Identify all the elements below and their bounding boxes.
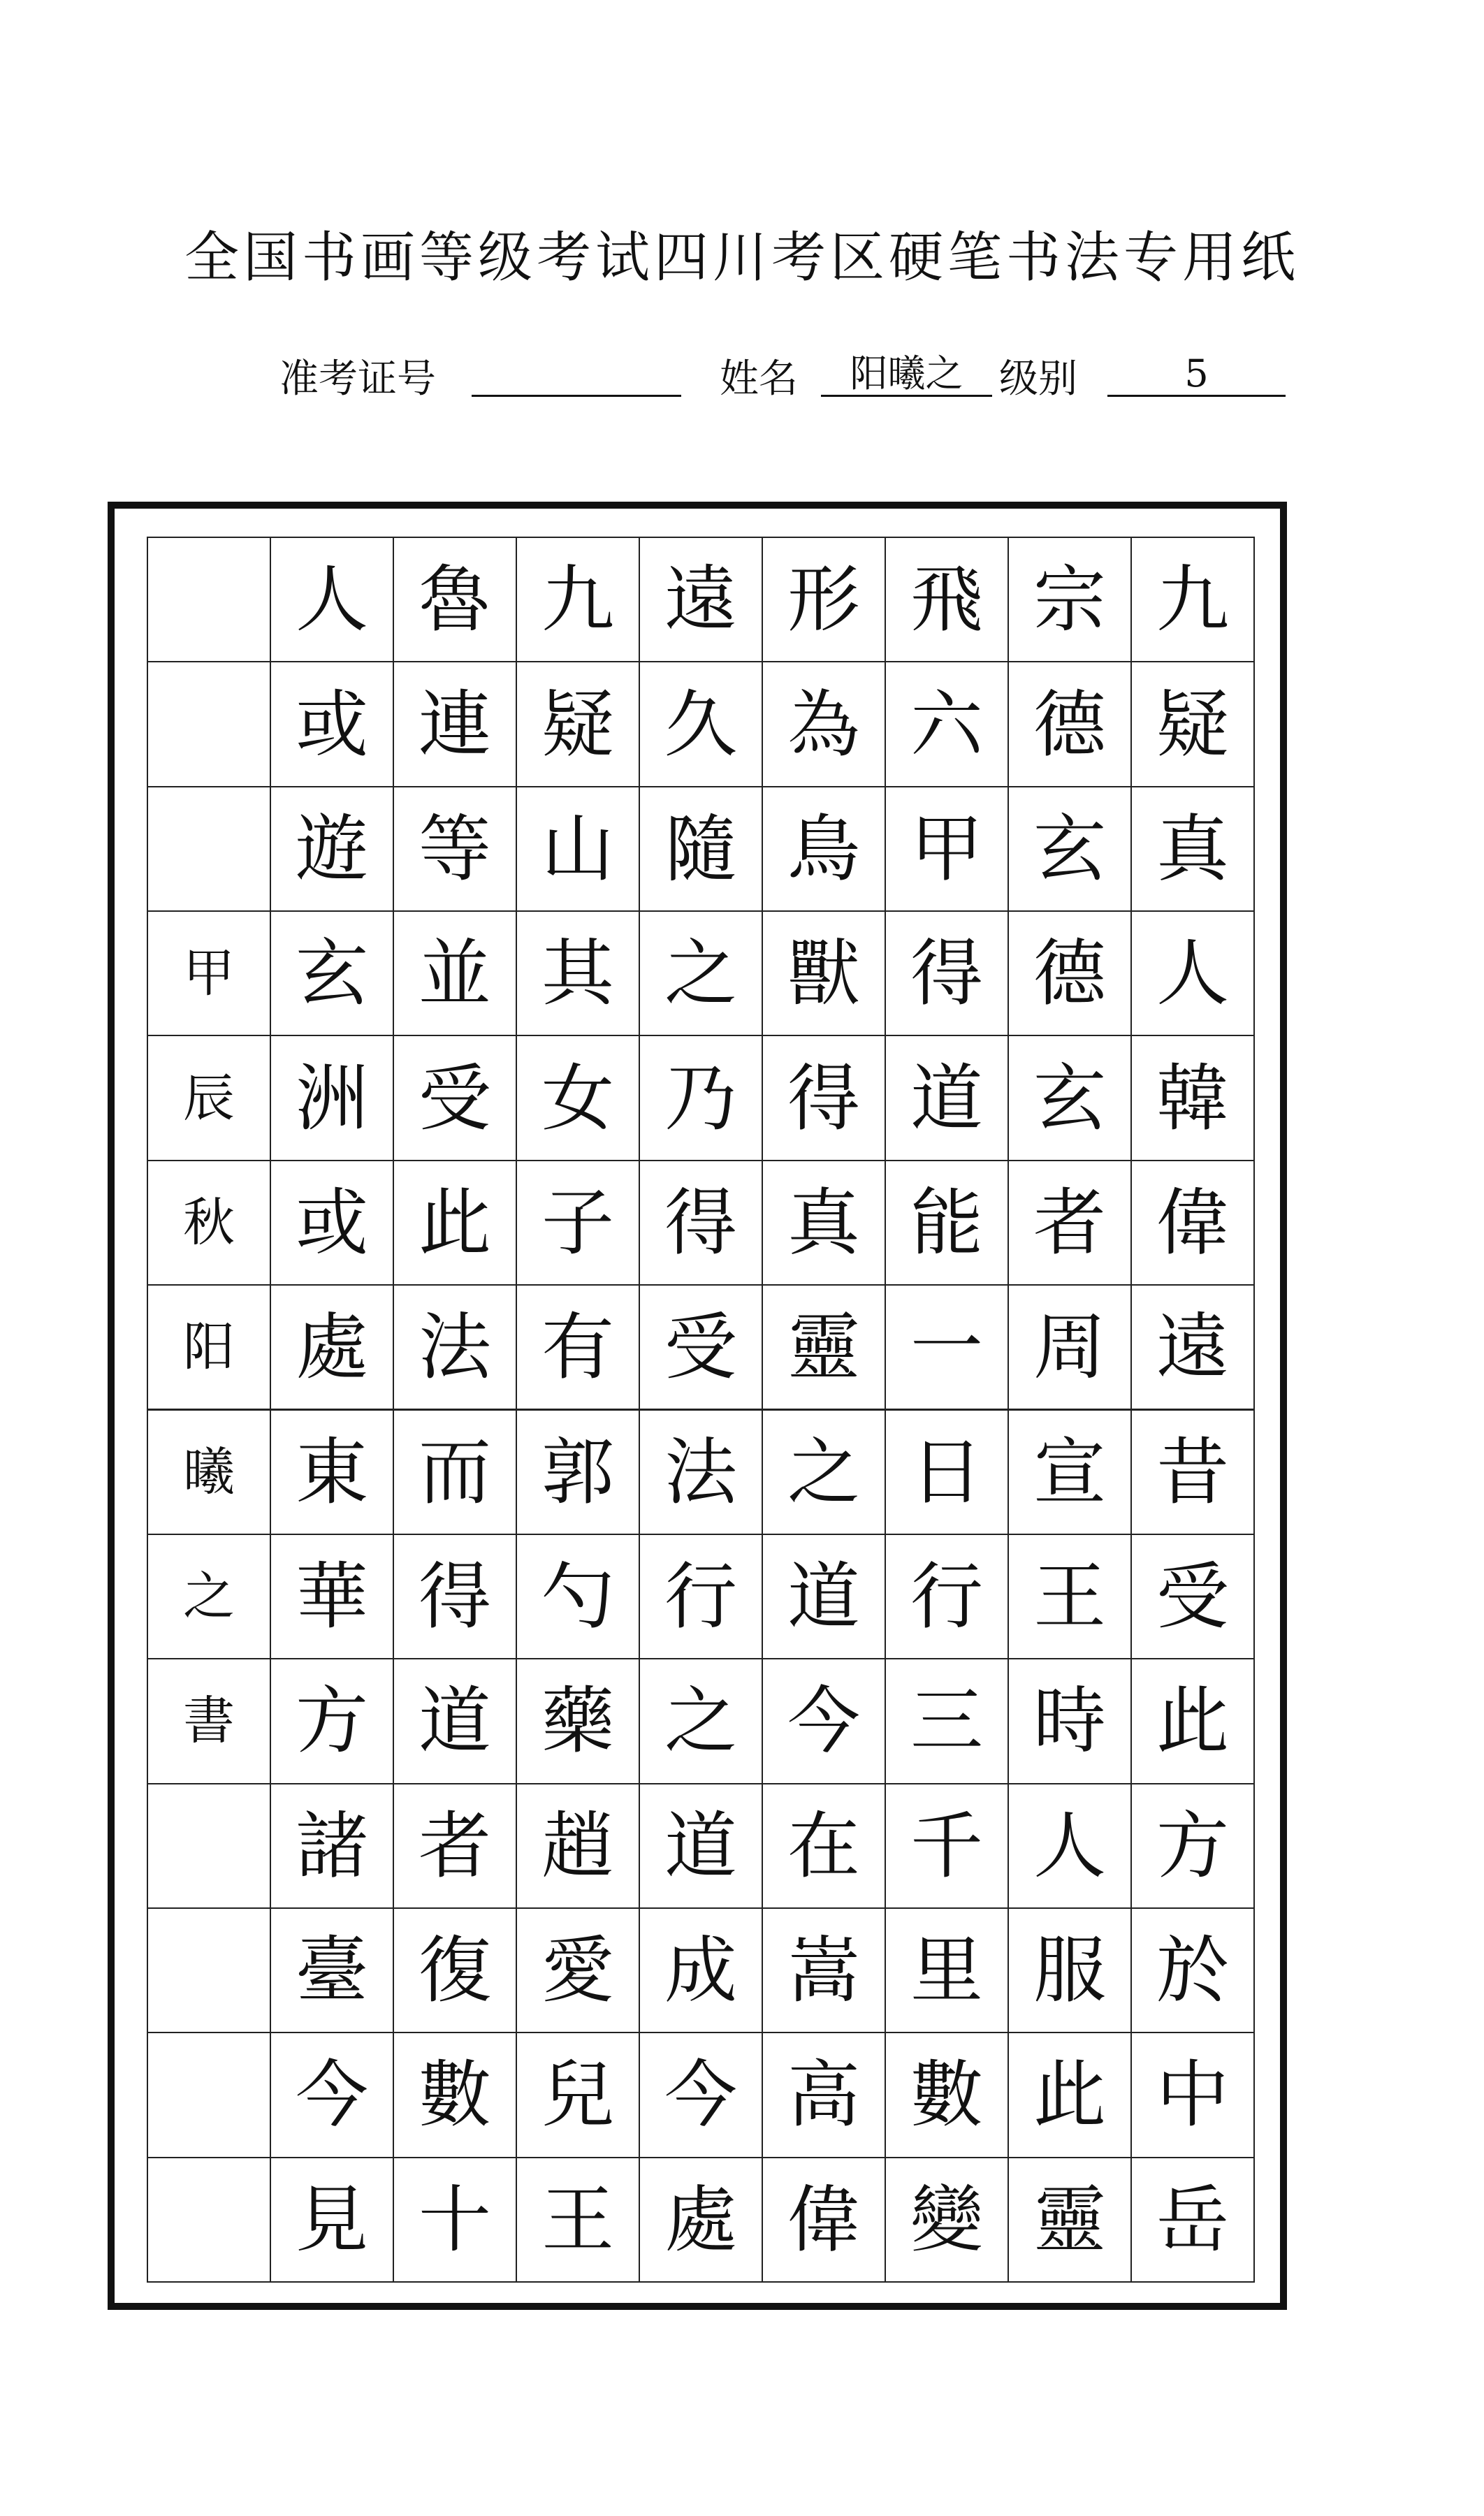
grid-character-cell: 王: [516, 2157, 640, 2283]
grid-character-cell: 宗: [1007, 537, 1132, 662]
grid-character-cell: 玄: [1007, 1035, 1132, 1161]
grid-character-cell: 道: [639, 1783, 763, 1909]
grid-character-cell: 六: [885, 661, 1009, 787]
grid-character-cell: 宣: [1007, 1409, 1132, 1535]
grid-character-cell: 三: [885, 1658, 1009, 1784]
grid-character-cell: 甲: [885, 786, 1009, 912]
grid-character-cell: 東: [270, 1409, 394, 1535]
grid-character-cell: 方: [270, 1658, 394, 1784]
grid-character-cell: 人: [1007, 1783, 1132, 1909]
grid-character-cell: 真: [1130, 786, 1255, 912]
grid-character-cell: 今: [762, 1658, 886, 1784]
name-field: 阳曦之: [821, 353, 992, 397]
grid-character-cell: 王: [1007, 1534, 1132, 1659]
grid-character-cell: 道: [762, 1534, 886, 1659]
paper-title: 全国书画等级考试四川考区硬笔书法专用纸: [184, 226, 1300, 289]
grid-character-cell: 有: [516, 1284, 640, 1410]
grid-character-cell: 為: [762, 661, 886, 787]
grid-character-cell: 子: [516, 1160, 640, 1286]
grid-character-cell: 高: [762, 2032, 886, 2158]
colophon-cell: 秋: [147, 1160, 271, 1286]
grid-character-cell: 能: [885, 1160, 1009, 1286]
grid-character-cell: 愛: [516, 1907, 640, 2033]
grid-character-cell: 行: [639, 1534, 763, 1659]
grid-character-cell: 十: [393, 2157, 517, 2283]
grid-character-cell: 偉: [1130, 1160, 1255, 1286]
colophon-cell: [147, 786, 271, 912]
grid-character-cell: 此: [393, 1160, 517, 1286]
grid-character-cell: 趙: [516, 1783, 640, 1909]
grid-character-cell: 方: [1130, 1783, 1255, 1909]
grid-character-cell: 受: [393, 1035, 517, 1161]
grid-character-cell: 韓: [1130, 1035, 1255, 1161]
grid-character-cell: 真: [762, 1160, 886, 1286]
grid-character-cell: 今: [270, 2032, 394, 2158]
grid-character-cell: 見: [270, 2157, 394, 2283]
colophon-cell: 辰: [147, 1035, 271, 1161]
grid-character-cell: 里: [885, 1907, 1009, 2033]
grid-character-cell: 乃: [639, 1035, 763, 1161]
level-field: 5: [1107, 353, 1286, 397]
grid-character-cell: 魯: [393, 537, 517, 662]
grid-character-cell: 服: [1007, 1907, 1132, 2033]
grid-character-cell: 鳥: [762, 786, 886, 912]
grid-character-cell: 行: [885, 1534, 1009, 1659]
colophon-cell: [147, 1907, 271, 2033]
grid-character-cell: 德: [1007, 661, 1132, 787]
grid-character-cell: 數: [393, 2032, 517, 2158]
grid-character-cell: 昔: [1130, 1409, 1255, 1535]
calligraphy-grid: [147, 537, 1253, 2281]
grid-character-cell: 並: [393, 910, 517, 1036]
grid-character-cell: 遠: [1130, 1284, 1255, 1410]
grid-character-cell: 得: [885, 910, 1009, 1036]
grid-character-cell: 或: [270, 1160, 394, 1286]
grid-character-cell: 遠: [639, 537, 763, 662]
grid-character-cell: 久: [639, 661, 763, 787]
grid-character-cell: 之: [762, 1409, 886, 1535]
grid-character-cell: 周: [1007, 1284, 1132, 1410]
grid-character-cell: 玄: [270, 910, 394, 1036]
grid-character-cell: 道: [393, 1658, 517, 1784]
grid-character-cell: 岳: [1130, 2157, 1255, 2283]
level-label: 级别: [999, 356, 1077, 402]
grid-character-cell: 山: [516, 786, 640, 912]
grid-character-cell: 法: [393, 1284, 517, 1410]
grid-character-cell: 遊: [270, 786, 394, 912]
grid-character-cell: 處: [639, 2157, 763, 2283]
grid-character-cell: 得: [393, 1534, 517, 1659]
grid-character-cell: 德: [1007, 910, 1132, 1036]
exam-id-field: [472, 353, 681, 397]
colophon-cell: [147, 2157, 271, 2283]
grid-character-cell: 復: [393, 1907, 517, 2033]
grid-character-cell: 臺: [270, 1907, 394, 2033]
grid-character-cell: 此: [1007, 2032, 1132, 2158]
grid-character-cell: 九: [1130, 537, 1255, 662]
grid-character-cell: 法: [639, 1409, 763, 1535]
grid-character-cell: 在: [762, 1783, 886, 1909]
grid-character-cell: 得: [639, 1160, 763, 1286]
grid-character-cell: 變: [885, 2157, 1009, 2283]
grid-character-cell: 於: [1130, 1907, 1255, 2033]
grid-character-cell: 諸: [270, 1783, 394, 1909]
grid-character-cell: 疑: [1130, 661, 1255, 787]
colophon-cell: [147, 1783, 271, 1909]
grid-character-cell: 者: [1007, 1160, 1132, 1286]
grid-character-cell: 受: [1130, 1534, 1255, 1659]
colophon-cell: 之: [147, 1534, 271, 1659]
grid-character-cell: 今: [639, 2032, 763, 2158]
grid-character-cell: 一: [885, 1284, 1009, 1410]
grid-character-cell: 之: [639, 1658, 763, 1784]
colophon-cell: [147, 2032, 271, 2158]
colophon-cell: 阳: [147, 1284, 271, 1410]
colophon-cell: 曦: [147, 1409, 271, 1535]
colophon-cell: 甲: [147, 910, 271, 1036]
grid-character-cell: 得: [762, 1035, 886, 1161]
grid-character-cell: 而: [393, 1409, 517, 1535]
grid-character-cell: 成: [639, 1907, 763, 2033]
grid-character-cell: 者: [393, 1783, 517, 1909]
grid-character-cell: 道: [885, 1035, 1009, 1161]
grid-character-cell: 之: [639, 910, 763, 1036]
grid-character-cell: 疑: [516, 661, 640, 787]
grid-character-cell: 人: [270, 537, 394, 662]
grid-character-cell: 受: [639, 1284, 763, 1410]
grid-character-cell: 此: [1130, 1658, 1255, 1784]
grid-character-cell: 靈: [1007, 2157, 1132, 2283]
grid-character-cell: 玄: [1007, 786, 1132, 912]
grid-character-cell: 嵩: [762, 1907, 886, 2033]
grid-character-cell: 飛: [885, 537, 1009, 662]
grid-character-cell: 日: [885, 1409, 1009, 1535]
colophon-cell: [147, 537, 271, 662]
grid-character-cell: 形: [762, 537, 886, 662]
exam-id-label: 准考证号: [279, 356, 436, 402]
grid-character-cell: 郭: [516, 1409, 640, 1535]
grid-character-cell: 九: [516, 537, 640, 662]
grid-character-cell: 勺: [516, 1534, 640, 1659]
grid-character-cell: 時: [1007, 1658, 1132, 1784]
grid-character-cell: 兒: [516, 2032, 640, 2158]
grid-character-cell: 隨: [639, 786, 763, 912]
grid-character-cell: 洲: [270, 1035, 394, 1161]
grid-character-cell: 其: [516, 910, 640, 1036]
grid-character-cell: 偉: [762, 2157, 886, 2283]
grid-character-cell: 華: [270, 1534, 394, 1659]
grid-character-cell: 獸: [762, 910, 886, 1036]
grid-character-cell: 處: [270, 1284, 394, 1410]
grid-character-cell: 千: [885, 1783, 1009, 1909]
name-label: 姓名: [720, 356, 798, 402]
grid-character-cell: 靈: [762, 1284, 886, 1410]
colophon-cell: 書: [147, 1658, 271, 1784]
grid-character-cell: 女: [516, 1035, 640, 1161]
grid-character-cell: 中: [1130, 2032, 1255, 2158]
grid-character-cell: 等: [393, 786, 517, 912]
info-row: [0, 353, 1484, 409]
grid-character-cell: 連: [393, 661, 517, 787]
grid-character-cell: 人: [1130, 910, 1255, 1036]
grid-character-cell: 或: [270, 661, 394, 787]
grid-character-cell: 藥: [516, 1658, 640, 1784]
colophon-cell: [147, 661, 271, 787]
grid-character-cell: 數: [885, 2032, 1009, 2158]
